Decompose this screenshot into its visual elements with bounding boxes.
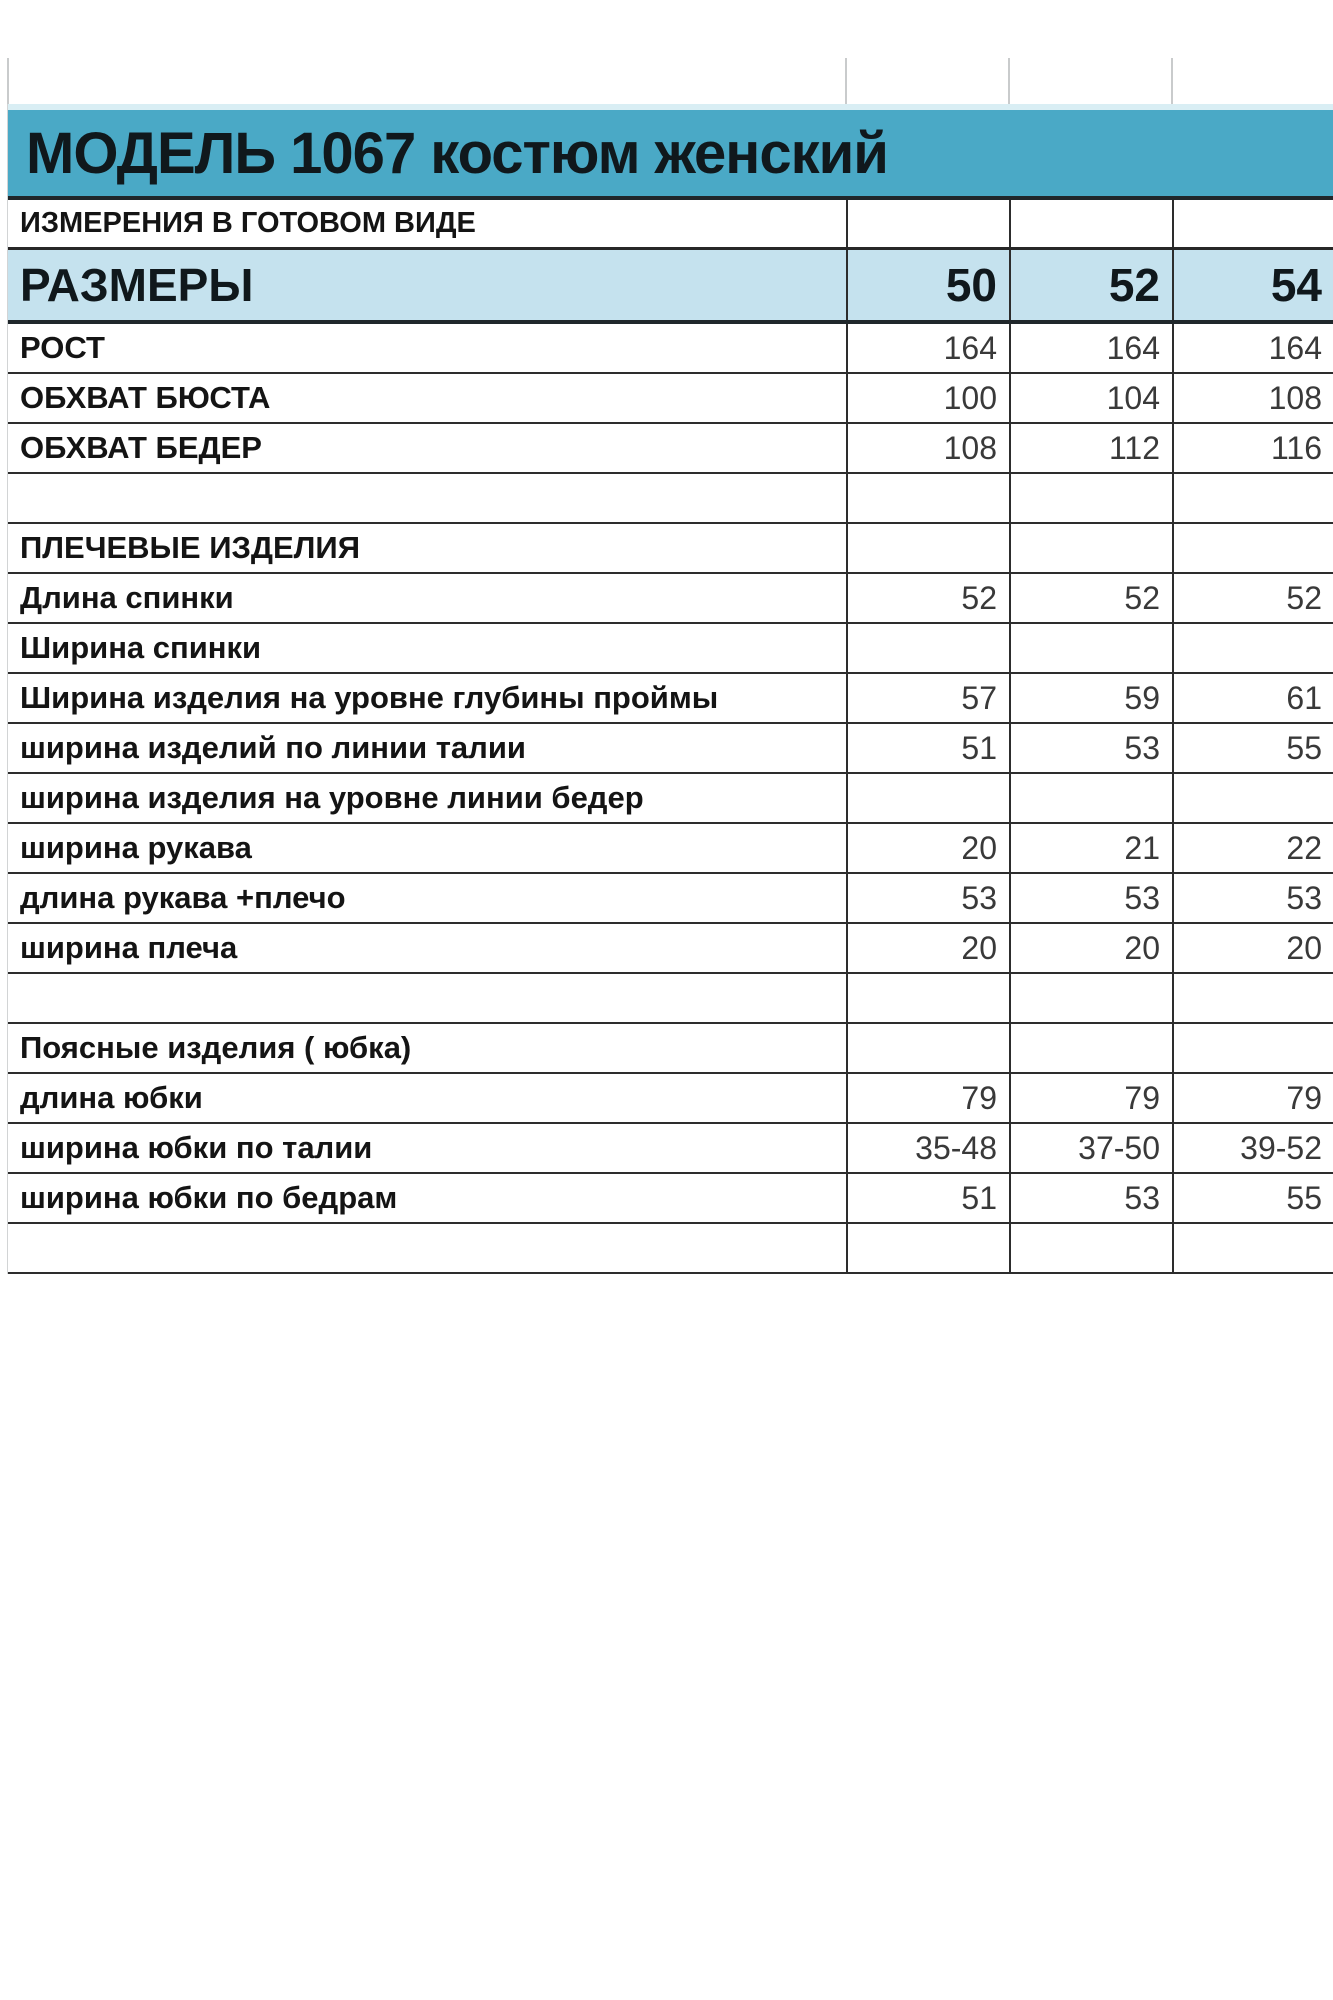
section-row: [8, 1024, 1333, 1074]
value-size-54: 52: [1286, 579, 1322, 616]
empty-cell: [848, 200, 1011, 247]
value-size-54: 55: [1286, 729, 1322, 766]
bottom-whitespace: [0, 1274, 1333, 1894]
size-column-50: 50: [848, 250, 1011, 320]
value-size-52: 53: [1011, 724, 1174, 772]
size-chart-table: [7, 104, 1333, 1274]
value-size-52: [1011, 1224, 1174, 1272]
value-size-54: [1174, 474, 1333, 522]
value-size-54: 20: [1286, 929, 1322, 966]
value-size-50: 100: [848, 374, 1011, 422]
value-size-52: 104: [1011, 374, 1174, 422]
value-size-52: 52: [1011, 574, 1174, 622]
row-label: [8, 974, 848, 1022]
value-size-50: 51: [848, 724, 1011, 772]
value-size-52: [1011, 974, 1174, 1022]
table-row: [8, 1124, 1333, 1174]
value-size-52: 79: [1011, 1074, 1174, 1122]
table-row: [8, 324, 1333, 374]
value-size-54: 79: [1286, 1079, 1322, 1116]
row-label: Поясные изделия ( юбка): [8, 1024, 848, 1072]
table-body: [8, 324, 1333, 1274]
subtitle-row: [8, 200, 1333, 250]
table-row: [8, 724, 1333, 774]
table-row: [8, 1074, 1333, 1124]
table-row: [8, 924, 1333, 974]
value-size-52: [1011, 524, 1174, 572]
spacer-row: [8, 474, 1333, 524]
empty-cell: [1011, 200, 1174, 247]
value-size-54: [1174, 974, 1333, 1022]
sizes-header-label: РАЗМЕРЫ: [8, 250, 848, 320]
table-row: [8, 1174, 1333, 1224]
value-size-52: 53: [1011, 874, 1174, 922]
table-row: [8, 674, 1333, 724]
value-size-50: [848, 524, 1011, 572]
page-title: МОДЕЛЬ 1067 костюм женский: [26, 120, 888, 186]
row-label: ширина юбки по талии: [8, 1124, 848, 1172]
value-size-50: 51: [848, 1174, 1011, 1222]
table-row: [8, 574, 1333, 624]
value-size-50: [848, 974, 1011, 1022]
value-size-50: 79: [848, 1074, 1011, 1122]
row-label: ширина плеча: [8, 924, 848, 972]
row-label: длина юбки: [8, 1074, 848, 1122]
value-size-54: [1174, 1224, 1333, 1272]
value-size-54: 108: [1268, 379, 1322, 416]
value-size-50: 20: [848, 824, 1011, 872]
value-size-50: [848, 1024, 1011, 1072]
value-size-54: 39-52: [1240, 1129, 1322, 1166]
row-label: ширина рукава: [8, 824, 848, 872]
title-row: [8, 104, 1333, 200]
value-size-50: 53: [848, 874, 1011, 922]
table-row: [8, 624, 1333, 674]
value-size-54: 61: [1286, 679, 1322, 716]
size-column-54: 54: [1270, 259, 1322, 311]
value-size-50: 35-48: [848, 1124, 1011, 1172]
value-size-50: 164: [848, 324, 1011, 372]
table-row: [8, 824, 1333, 874]
row-label: ширина изделия на уровне линии бедер: [8, 774, 848, 822]
value-size-52: [1011, 774, 1174, 822]
value-size-52: 20: [1011, 924, 1174, 972]
gridline-tick: [7, 58, 9, 104]
gridline-tick: [1171, 58, 1173, 104]
value-size-54: 55: [1286, 1179, 1322, 1216]
row-label: [8, 1224, 848, 1272]
value-size-50: 52: [848, 574, 1011, 622]
sizes-header-row: [8, 250, 1333, 324]
value-size-52: 53: [1011, 1174, 1174, 1222]
value-size-50: [848, 624, 1011, 672]
subtitle: ИЗМЕРЕНИЯ В ГОТОВОМ ВИДЕ: [8, 200, 848, 247]
table-row: [8, 874, 1333, 924]
row-label: ширина изделий по линии талии: [8, 724, 848, 772]
spacer-row: [8, 974, 1333, 1024]
gridline-tick: [1008, 58, 1010, 104]
value-size-52: 37-50: [1011, 1124, 1174, 1172]
row-label: Ширина изделия на уровне глубины проймы: [8, 674, 848, 722]
value-size-52: 112: [1011, 424, 1174, 472]
value-size-50: 20: [848, 924, 1011, 972]
value-size-50: [848, 1224, 1011, 1272]
value-size-50: [848, 474, 1011, 522]
value-size-50: [848, 774, 1011, 822]
size-column-52: 52: [1011, 250, 1174, 320]
row-label: Ширина спинки: [8, 624, 848, 672]
value-size-54: 164: [1268, 329, 1322, 366]
row-label: длина рукава +плечо: [8, 874, 848, 922]
row-label: РОСТ: [8, 324, 848, 372]
value-size-54: [1174, 624, 1333, 672]
row-label: ПЛЕЧЕВЫЕ ИЗДЕЛИЯ: [8, 524, 848, 572]
table-row: [8, 374, 1333, 424]
value-size-50: 108: [848, 424, 1011, 472]
top-margin: [0, 0, 1333, 104]
value-size-52: 21: [1011, 824, 1174, 872]
row-label: ОБХВАТ БЮСТА: [8, 374, 848, 422]
value-size-54: [1174, 774, 1333, 822]
row-label: ширина юбки по бедрам: [8, 1174, 848, 1222]
value-size-54: 116: [1270, 429, 1322, 466]
value-size-50: 57: [848, 674, 1011, 722]
row-label: ОБХВАТ БЕДЕР: [8, 424, 848, 472]
value-size-54: 22: [1286, 829, 1322, 866]
value-size-52: 59: [1011, 674, 1174, 722]
table-row: [8, 424, 1333, 474]
row-label: [8, 474, 848, 522]
gridline-tick: [845, 58, 847, 104]
value-size-52: [1011, 474, 1174, 522]
value-size-52: 164: [1011, 324, 1174, 372]
spacer-row: [8, 1224, 1333, 1274]
table-row: [8, 774, 1333, 824]
section-row: [8, 524, 1333, 574]
value-size-54: 53: [1286, 879, 1322, 916]
empty-cell: [1174, 200, 1333, 247]
value-size-52: [1011, 1024, 1174, 1072]
value-size-54: [1174, 1024, 1333, 1072]
value-size-52: [1011, 624, 1174, 672]
row-label: Длина спинки: [8, 574, 848, 622]
value-size-54: [1174, 524, 1333, 572]
